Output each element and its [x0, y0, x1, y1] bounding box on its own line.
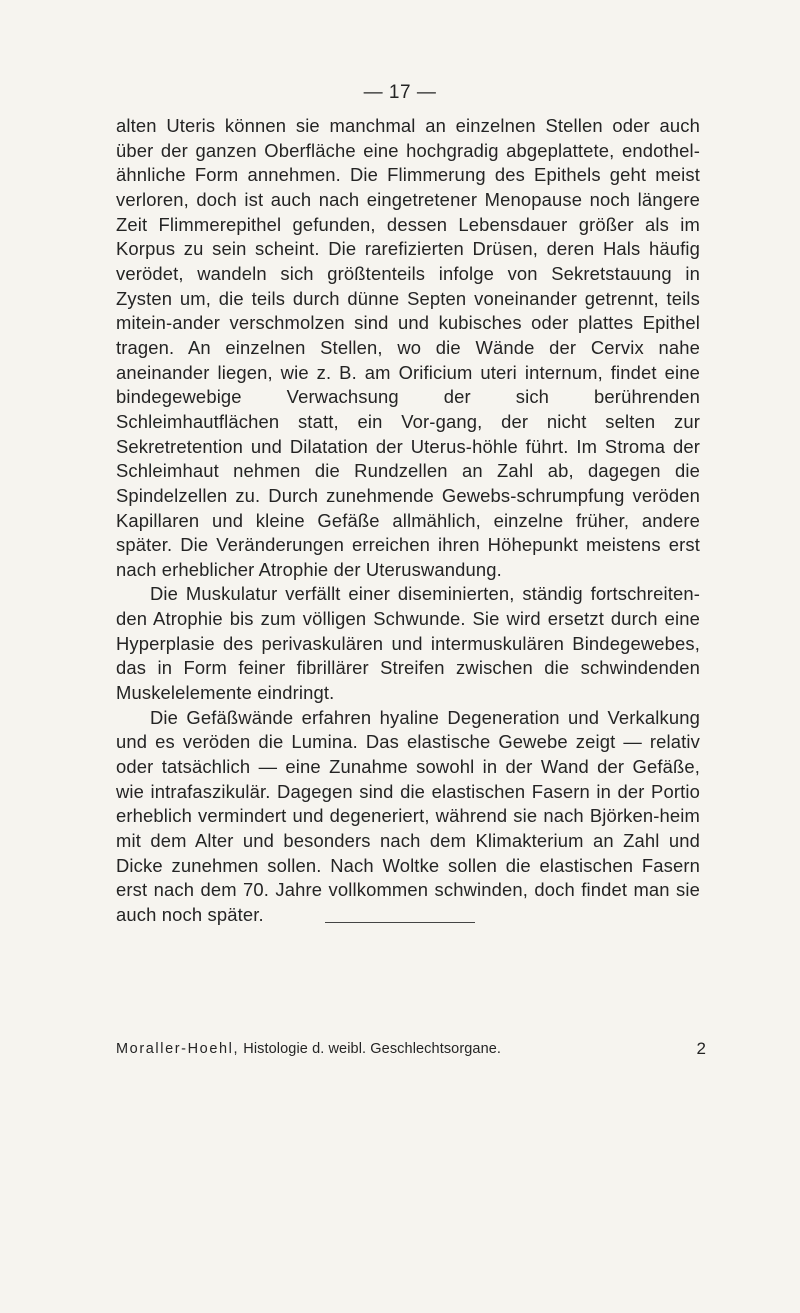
signature-mark: 2: [696, 1039, 706, 1058]
paragraph-2: Die Muskulatur verfällt einer diseminierten, ständig fortschreiten-den Atrophie bis zum völligen Schwunde. Sie wird ersetzt durch eine Hyperplasie des perivaskulären und intermuskulären Bindegewebes, das in Form feiner fibrillärer Streifen zwischen die schwindenden Muskelelemente eindringt.: [116, 583, 700, 704]
page-number: — 17 —: [363, 82, 437, 103]
page-footer: [116, 1041, 706, 1057]
body-text: [116, 114, 700, 928]
section-divider: [325, 922, 475, 923]
paragraph-3: Die Gefäßwände erfahren hyaline Degeneration und Verkalkung und es veröden die Lumina. Das elastische Gewebe zeigt — relativ oder tatsächlich — eine Zunahme sowohl in der Wand der Gefäße, wie intrafaszikulär. Dagegen sind die elastischen Fasern in der Portio erheblich vermindert und degeneriert, während sie nach Björken-heim mit dem Alter und besonders nach dem Klimakterium an Zahl und Dicke zunehmen sollen. Nach Woltke sollen die elastischen Fasern erst nach dem 70. Jahre vollkommen schwinden, doch findet man sie auch noch später.: [116, 706, 700, 925]
paragraph-1: alten Uteris können sie manchmal an einzelnen Stellen oder auch über der ganzen Oberfläche eine hochgradig abgeplattete, endothel-ähnliche Form annehmen. Die Flimmerung des Epithels geht meist verloren, doch ist auch nach eingetretener Menopause noch längere Zeit Flimmerepithel gefunden, dessen Lebensdauer größer als im Korpus zu sein scheint. Die rarefizierten Drüsen, deren Hals häufig verödet, wandeln sich größtenteils infolge von Sekretstauung in Zysten um, die teils durch dünne Septen voneinander getrennt, teils mitein-ander verschmolzen sind und kubisches oder plattes Epithel tragen. An einzelnen Stellen, wo die Wände der Cervix nahe aneinander liegen, wie z. B. am Orificium uteri internum, findet eine bindegewebige Verwachsung der sich berührenden Schleimhautflächen statt, ein Vor-gang, der nicht selten zur Sekretretention und Dilatation der Uterus-höhle führt. Im Stroma der Schleimhaut nehmen die Rundzellen an Zahl ab, dagegen die Spindelzellen zu. Durch zunehmende Gewebs-schrumpfung veröden Kapillaren und kleine Gefäße allmählich, einzelne früher, andere später. Die Veränderungen erreichen ihren Höhepunkt meistens erst nach erheblicher Atrophie der Uteruswandung.: [116, 115, 700, 580]
footer-authors: Moraller-Hoehl,: [116, 1041, 240, 1057]
footer-book-title: Histologie d. weibl. Geschlechtsorgane.: [243, 1041, 502, 1057]
